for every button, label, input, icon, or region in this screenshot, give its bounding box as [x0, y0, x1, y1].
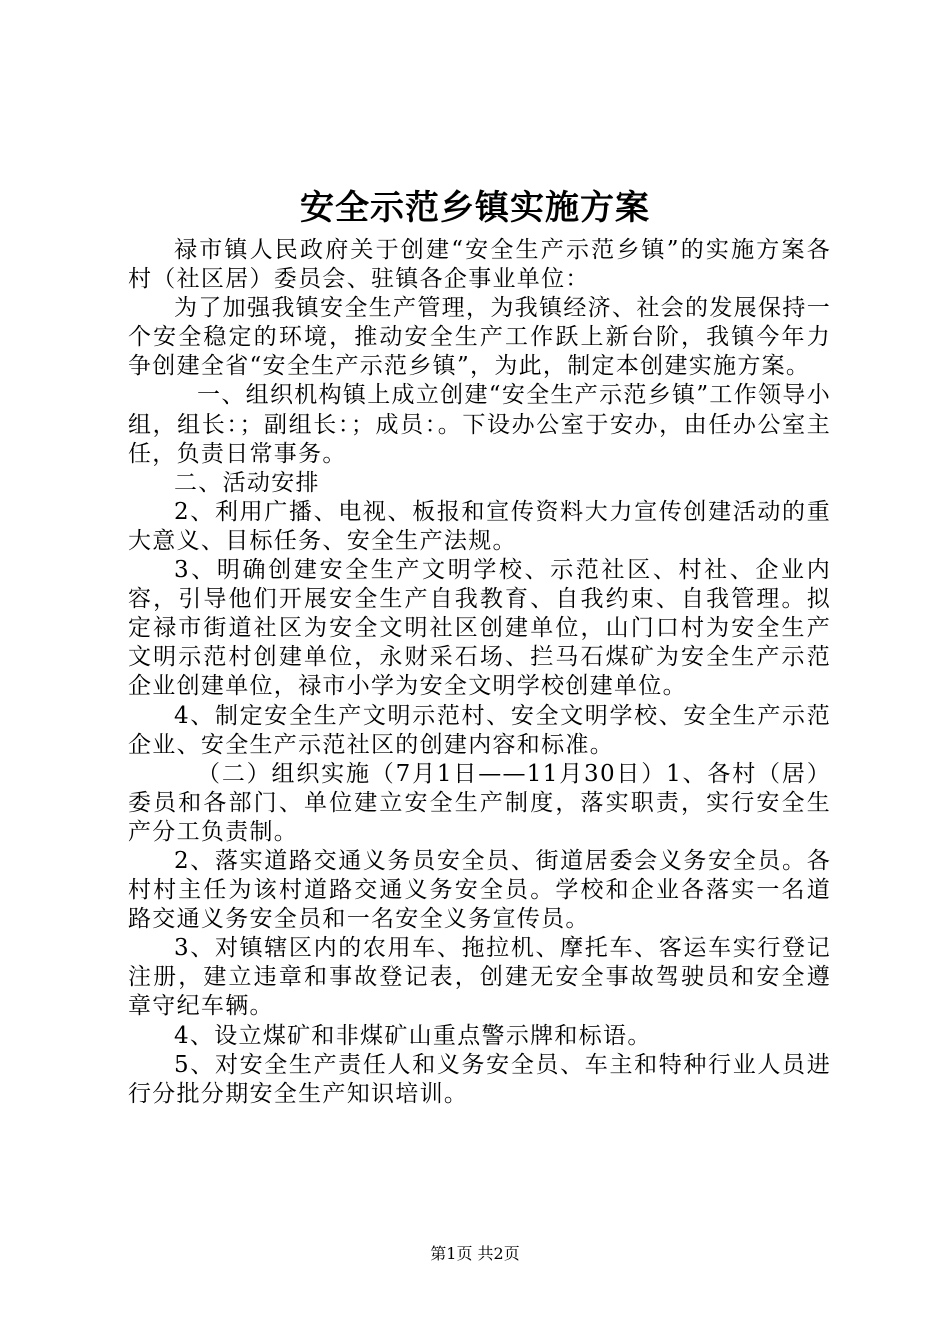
document-title: 安全示范乡镇实施方案 [300, 188, 650, 228]
paragraph-implementation-5: 5、对安全生产责任人和义务安全员、车主和特种行业人员进行分批分期安全生产知识培训。 [128, 1051, 831, 1107]
document-body [128, 236, 831, 1109]
paragraph-section-activities: 二、活动安排 [174, 469, 320, 496]
paragraph-activity-4: 4、制定安全生产文明示范村、安全文明学校、安全生产示范企业、安全生产示范社区的创建内容和标准。 [128, 702, 831, 758]
paragraph-implementation-4: 4、设立煤矿和非煤矿山重点警示牌和标语。 [174, 1022, 652, 1049]
paragraph-implementation: （二）组织实施（7月1日——11月30日）1、各村（居）委员和各部门、单位建立安全生产制度，落实职责，实行安全生产分工负责制。 [128, 760, 831, 845]
paragraph-activity-2: 2、利用广播、电视、板报和宣传资料大力宣传创建活动的重大意义、目标任务、安全生产法规。 [128, 498, 831, 554]
page-number-footer: 第1页 共2页 [430, 1244, 520, 1263]
paragraph-implementation-2: 2、落实道路交通义务员安全员、街道居委会义务安全员。各村村主任为该村道路交通义务安全员。学校和企业各落实一名道路交通义务安全员和一名安全义务宣传员。 [128, 847, 831, 933]
paragraph-intro: 禄市镇人民政府关于创建“安全生产示范乡镇”的实施方案各村（社区居）委员会、驻镇各企事业单位： [128, 237, 831, 293]
paragraph-implementation-3: 3、对镇辖区内的农用车、拖拉机、摩托车、客运车实行登记注册，建立违章和事故登记表，创建无安全事故驾驶员和安全遵章守纪车辆。 [128, 935, 831, 1020]
paragraph-activity-3: 3、明确创建安全生产文明学校、示范社区、村社、企业内容，引导他们开展安全生产自我教育、自我约束、自我管理。拟定禄市街道社区为安全文明社区创建单位，山门口村为安全生产文明示范村创建单位，永财采石场、拦马石煤矿为安全生产示范企业创建单位，禄市小学为安全文明学校创建单位。 [128, 557, 831, 700]
paragraph-purpose: 为了加强我镇安全生产管理，为我镇经济、社会的发展保持一个安全稳定的环境，推动安全生产工作跃上新台阶，我镇今年力争创建全省“安全生产示范乡镇”，为此，制定本创建实施方案。 [128, 295, 831, 380]
paragraph-organization: 一、组织机构镇上成立创建“安全生产示范乡镇”工作领导小组，组长：；副组长：；成员：。下设办公室于安办，由任办公室主任，负责日常事务。 [128, 382, 831, 467]
